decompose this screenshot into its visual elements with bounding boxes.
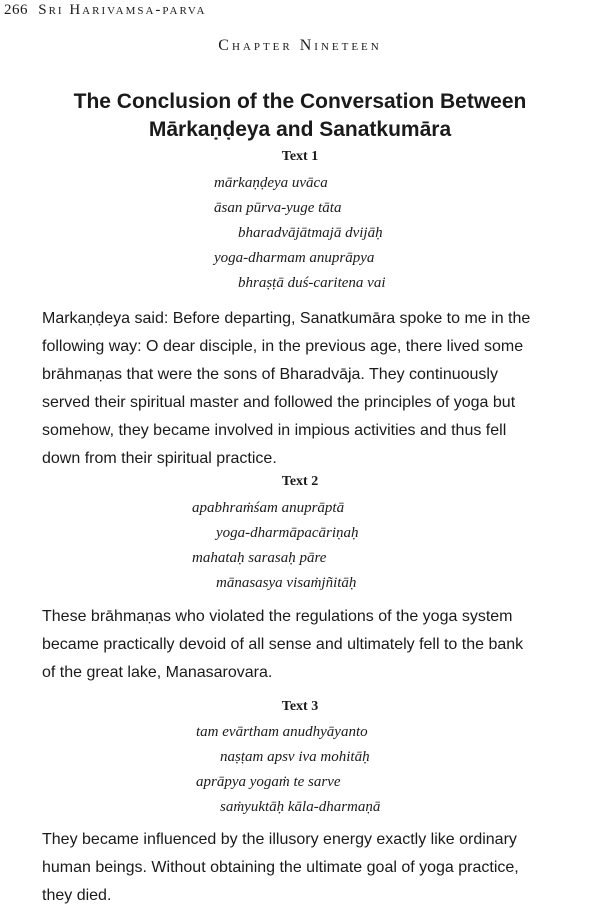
translation-line: brāhmaṇas that were the sons of Bharadvāja. They continuously [42, 366, 498, 383]
verse-line: aprāpya yogaṁ te sarve [196, 774, 341, 790]
text-2-translation [42, 603, 594, 687]
verse-line: naṣṭam apsv iva mohitāḥ [220, 749, 370, 765]
translation-line: human beings. Without obtaining the ultimate goal of yoga practice, [42, 859, 519, 876]
verse-line: saṁyuktāḥ kāla-dharmaṇā [220, 799, 381, 815]
text-3-heading: Text 3 [281, 699, 319, 714]
verse-line: yoga-dharmāpacāriṇaḥ [216, 525, 359, 541]
translation-line: they died. [42, 887, 112, 904]
translation-line: became practically devoid of all sense and ultimately fell to the bank [42, 636, 524, 653]
verse-line: bharadvājātmajā dvijāḥ [238, 225, 383, 241]
text-1-translation [42, 305, 594, 473]
translation-line: These brāhmaṇas who violated the regulations of the yoga system [42, 608, 513, 625]
chapter-title [0, 88, 600, 144]
translation-line: of the great lake, Manasarovara. [42, 664, 273, 681]
verse-line: tam evārtham anudhyāyanto [196, 724, 368, 740]
verse-line: yoga-dharmam anuprāpya [214, 250, 375, 266]
verse-line: bhraṣṭā duś-caritena vai [238, 275, 386, 291]
chapter-heading: Chapter Nineteen [218, 37, 382, 54]
translation-line: They became influenced by the illusory energy exactly like ordinary [42, 831, 517, 848]
running-header [4, 2, 206, 19]
text-2-heading: Text 2 [281, 474, 319, 489]
text-2-verse [192, 496, 359, 596]
page-number: 266 [4, 2, 28, 18]
text-3-verse [196, 720, 380, 820]
text-1-verse [214, 171, 386, 296]
running-title: Sri Harivamsa-parva [38, 2, 207, 18]
translation-line: served their spiritual master and followed the principles of yoga but [42, 394, 516, 411]
verse-line: mānasasya visaṁjñitāḥ [216, 575, 357, 591]
verse-line: āsan pūrva-yuge tāta [214, 200, 342, 216]
verse-line: apabhraṁśam anuprāptā [192, 500, 345, 516]
verse-line: mahataḥ sarasaḥ pāre [192, 550, 327, 566]
chapter-title-line-2: Mārkaṇḍeya and Sanatkumāra [148, 118, 452, 141]
text-1-heading: Text 1 [281, 149, 319, 164]
text-3-translation [42, 826, 594, 910]
translation-line: somehow, they became involved in impious activities and thus fell [42, 422, 507, 439]
verse-line: mārkaṇḍeya uvāca [214, 175, 328, 191]
translation-line: following way: O dear disciple, in the previous age, there lived some [42, 338, 524, 355]
translation-line: down from their spiritual practice. [42, 450, 277, 467]
chapter-title-line-1: The Conclusion of the Conversation Between [73, 90, 527, 113]
translation-line: Markaṇḍeya said: Before departing, Sanatkumāra spoke to me in the [42, 310, 531, 327]
